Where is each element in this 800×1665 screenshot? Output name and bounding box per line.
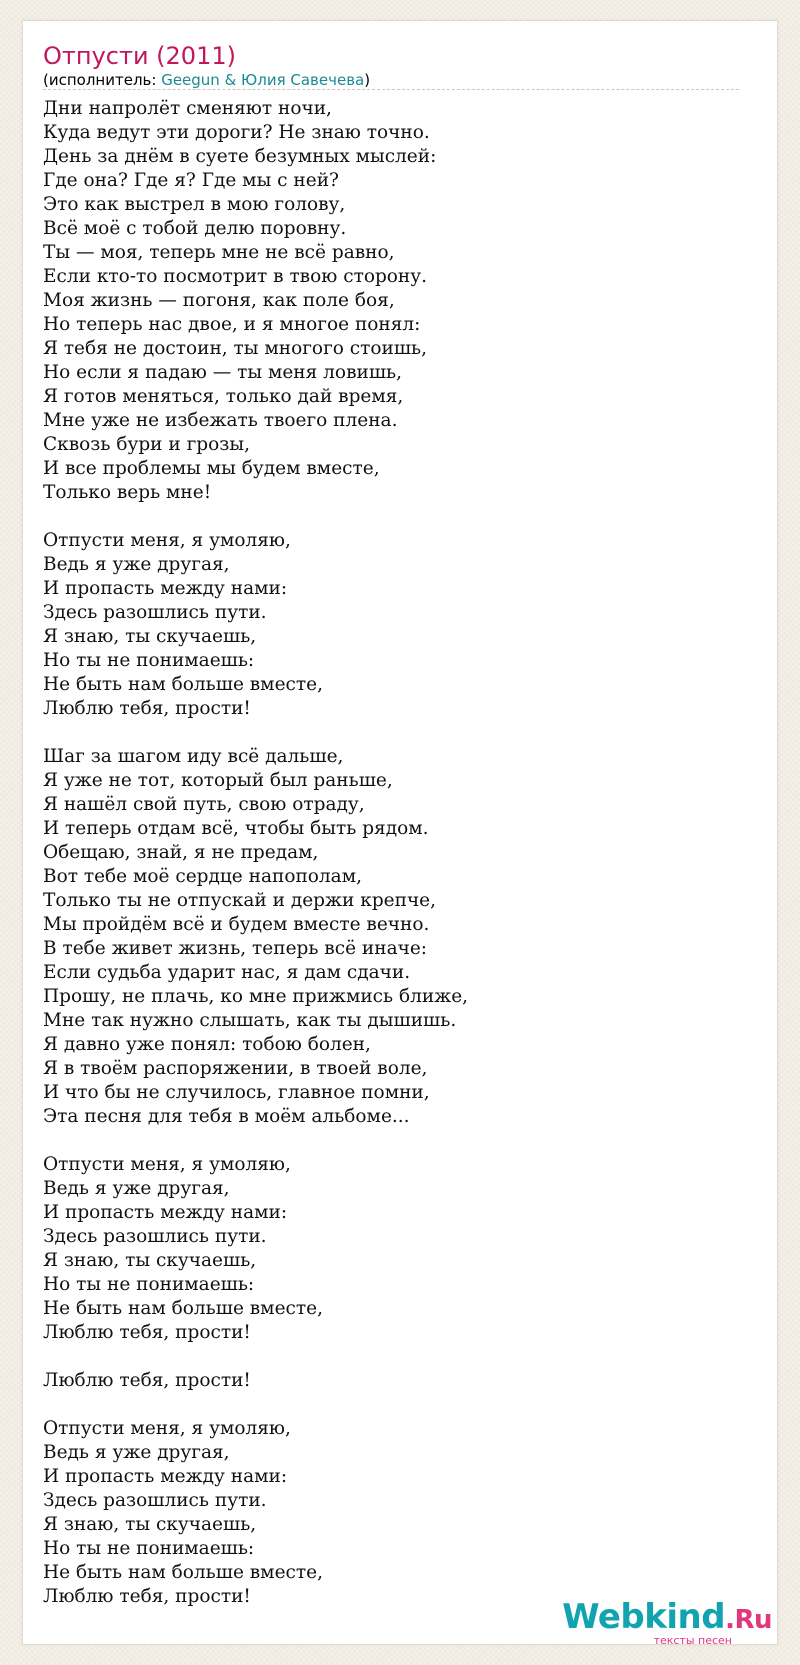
lyric-line: Здесь разошлись пути.: [43, 1226, 267, 1247]
stanza-break: [43, 721, 743, 745]
stanza-break: [43, 1129, 743, 1153]
lyric-line: Дни напролёт сменяют ночи,: [43, 98, 332, 119]
title-divider: [43, 89, 739, 90]
lyric-line: Это как выстрел в мою голову,: [43, 194, 346, 215]
lyric-line: Мне так нужно слышать, как ты дышишь.: [43, 1010, 457, 1031]
lyric-line: Ведь я уже другая,: [43, 1178, 230, 1199]
lyric-line: Моя жизнь — погоня, как поле боя,: [43, 290, 395, 311]
lyric-line: День за днём в суете безумных мыслей:: [43, 146, 437, 167]
stanza-break: [43, 505, 743, 529]
lyric-line: Ты — моя, теперь мне не всё равно,: [43, 242, 395, 263]
logo-tagline: тексты песен: [653, 1634, 732, 1647]
artist-prefix: (исполнитель:: [43, 71, 162, 89]
lyric-line: Только ты не отпускай и держи крепче,: [43, 890, 436, 911]
lyric-line: Шаг за шагом иду всё дальше,: [43, 746, 344, 767]
lyric-line: Я уже не тот, который был раньше,: [43, 770, 393, 791]
lyric-line: Мне уже не избежать твоего плена.: [43, 410, 398, 431]
lyric-line: И все проблемы мы будем вместе,: [43, 458, 380, 479]
lyric-line: Здесь разошлись пути.: [43, 602, 267, 623]
artist-suffix: ): [364, 71, 371, 89]
lyric-line: Я нашёл свой путь, свою отраду,: [43, 794, 365, 815]
lyric-line: Где она? Где я? Где мы с ней?: [43, 170, 339, 191]
stanza-break: [43, 1345, 743, 1369]
lyric-line: И пропасть между нами:: [43, 578, 288, 599]
lyric-line: Люблю тебя, прости!: [43, 1586, 251, 1607]
lyric-line: Но если я падаю — ты меня ловишь,: [43, 362, 402, 383]
lyric-line: В тебе живет жизнь, теперь всё иначе:: [43, 938, 428, 959]
lyric-line: Я давно уже понял: тобою болен,: [43, 1034, 371, 1055]
lyric-line: Не быть нам больше вместе,: [43, 1298, 323, 1319]
lyric-line: Люблю тебя, прости!: [43, 698, 251, 719]
lyric-line: Я знаю, ты скучаешь,: [43, 1250, 257, 1271]
lyrics-text: [43, 97, 743, 1609]
lyric-line: Куда ведут эти дороги? Не знаю точно.: [43, 122, 430, 143]
lyric-line: Если судьба ударит нас, я дам сдачи.: [43, 962, 411, 983]
lyric-line: Обещаю, знай, я не предам,: [43, 842, 319, 863]
lyric-line: Люблю тебя, прости!: [43, 1322, 251, 1343]
lyric-line: И пропасть между нами:: [43, 1466, 288, 1487]
lyric-line: И что бы не случилось, главное помни,: [43, 1082, 430, 1103]
lyric-line: Прошу, не плачь, ко мне прижмись ближе,: [43, 986, 469, 1007]
lyric-line: Эта песня для тебя в моём альбоме...: [43, 1106, 410, 1127]
song-title: Отпусти (2011): [43, 42, 236, 70]
lyric-line: Я в твоём распоряжении, в твоей воле,: [43, 1058, 428, 1079]
lyric-line: Мы пройдём всё и будем вместе вечно.: [43, 914, 430, 935]
lyric-line: Вот тебе моё сердце напополам,: [43, 866, 362, 887]
logo-main-text: Webkind: [562, 1597, 726, 1637]
lyric-line: Я тебя не достоин, ты многого стоишь,: [43, 338, 427, 359]
lyric-line: Но теперь нас двое, и я многое понял:: [43, 314, 421, 335]
lyric-line: Но ты не понимаешь:: [43, 1274, 255, 1295]
lyric-line: Только верь мне!: [43, 482, 212, 503]
lyric-line: И пропасть между нами:: [43, 1202, 288, 1223]
lyric-line: Отпусти меня, я умоляю,: [43, 530, 291, 551]
lyric-line: Но ты не понимаешь:: [43, 650, 255, 671]
lyric-line: Я знаю, ты скучаешь,: [43, 1514, 257, 1535]
lyric-line: Я готов меняться, только дай время,: [43, 386, 404, 407]
lyric-line: Сквозь бури и грозы,: [43, 434, 250, 455]
artist-line: [43, 69, 370, 91]
lyric-line: Всё моё с тобой делю поровну.: [43, 218, 347, 239]
lyric-line: Ведь я уже другая,: [43, 554, 230, 575]
lyric-line: Здесь разошлись пути.: [43, 1490, 267, 1511]
site-logo[interactable]: [562, 1597, 772, 1647]
logo-suffix-text: .Ru: [725, 1605, 772, 1635]
logo-wordmark: [562, 1597, 772, 1637]
lyric-line: Если кто-то посмотрит в твою сторону.: [43, 266, 428, 287]
lyric-line: И теперь отдам всё, чтобы быть рядом.: [43, 818, 429, 839]
lyric-line: Отпусти меня, я умоляю,: [43, 1418, 291, 1439]
lyrics-card: [22, 20, 778, 1645]
lyric-line: Ведь я уже другая,: [43, 1442, 230, 1463]
lyric-line: Отпусти меня, я умоляю,: [43, 1154, 291, 1175]
lyric-line: Но ты не понимаешь:: [43, 1538, 255, 1559]
lyric-line: Я знаю, ты скучаешь,: [43, 626, 257, 647]
lyric-line: Люблю тебя, прости!: [43, 1370, 251, 1391]
lyric-line: Не быть нам больше вместе,: [43, 674, 323, 695]
lyric-line: Не быть нам больше вместе,: [43, 1562, 323, 1583]
artist-link[interactable]: Geegun & Юлия Савечева: [161, 71, 365, 89]
stanza-break: [43, 1393, 743, 1417]
